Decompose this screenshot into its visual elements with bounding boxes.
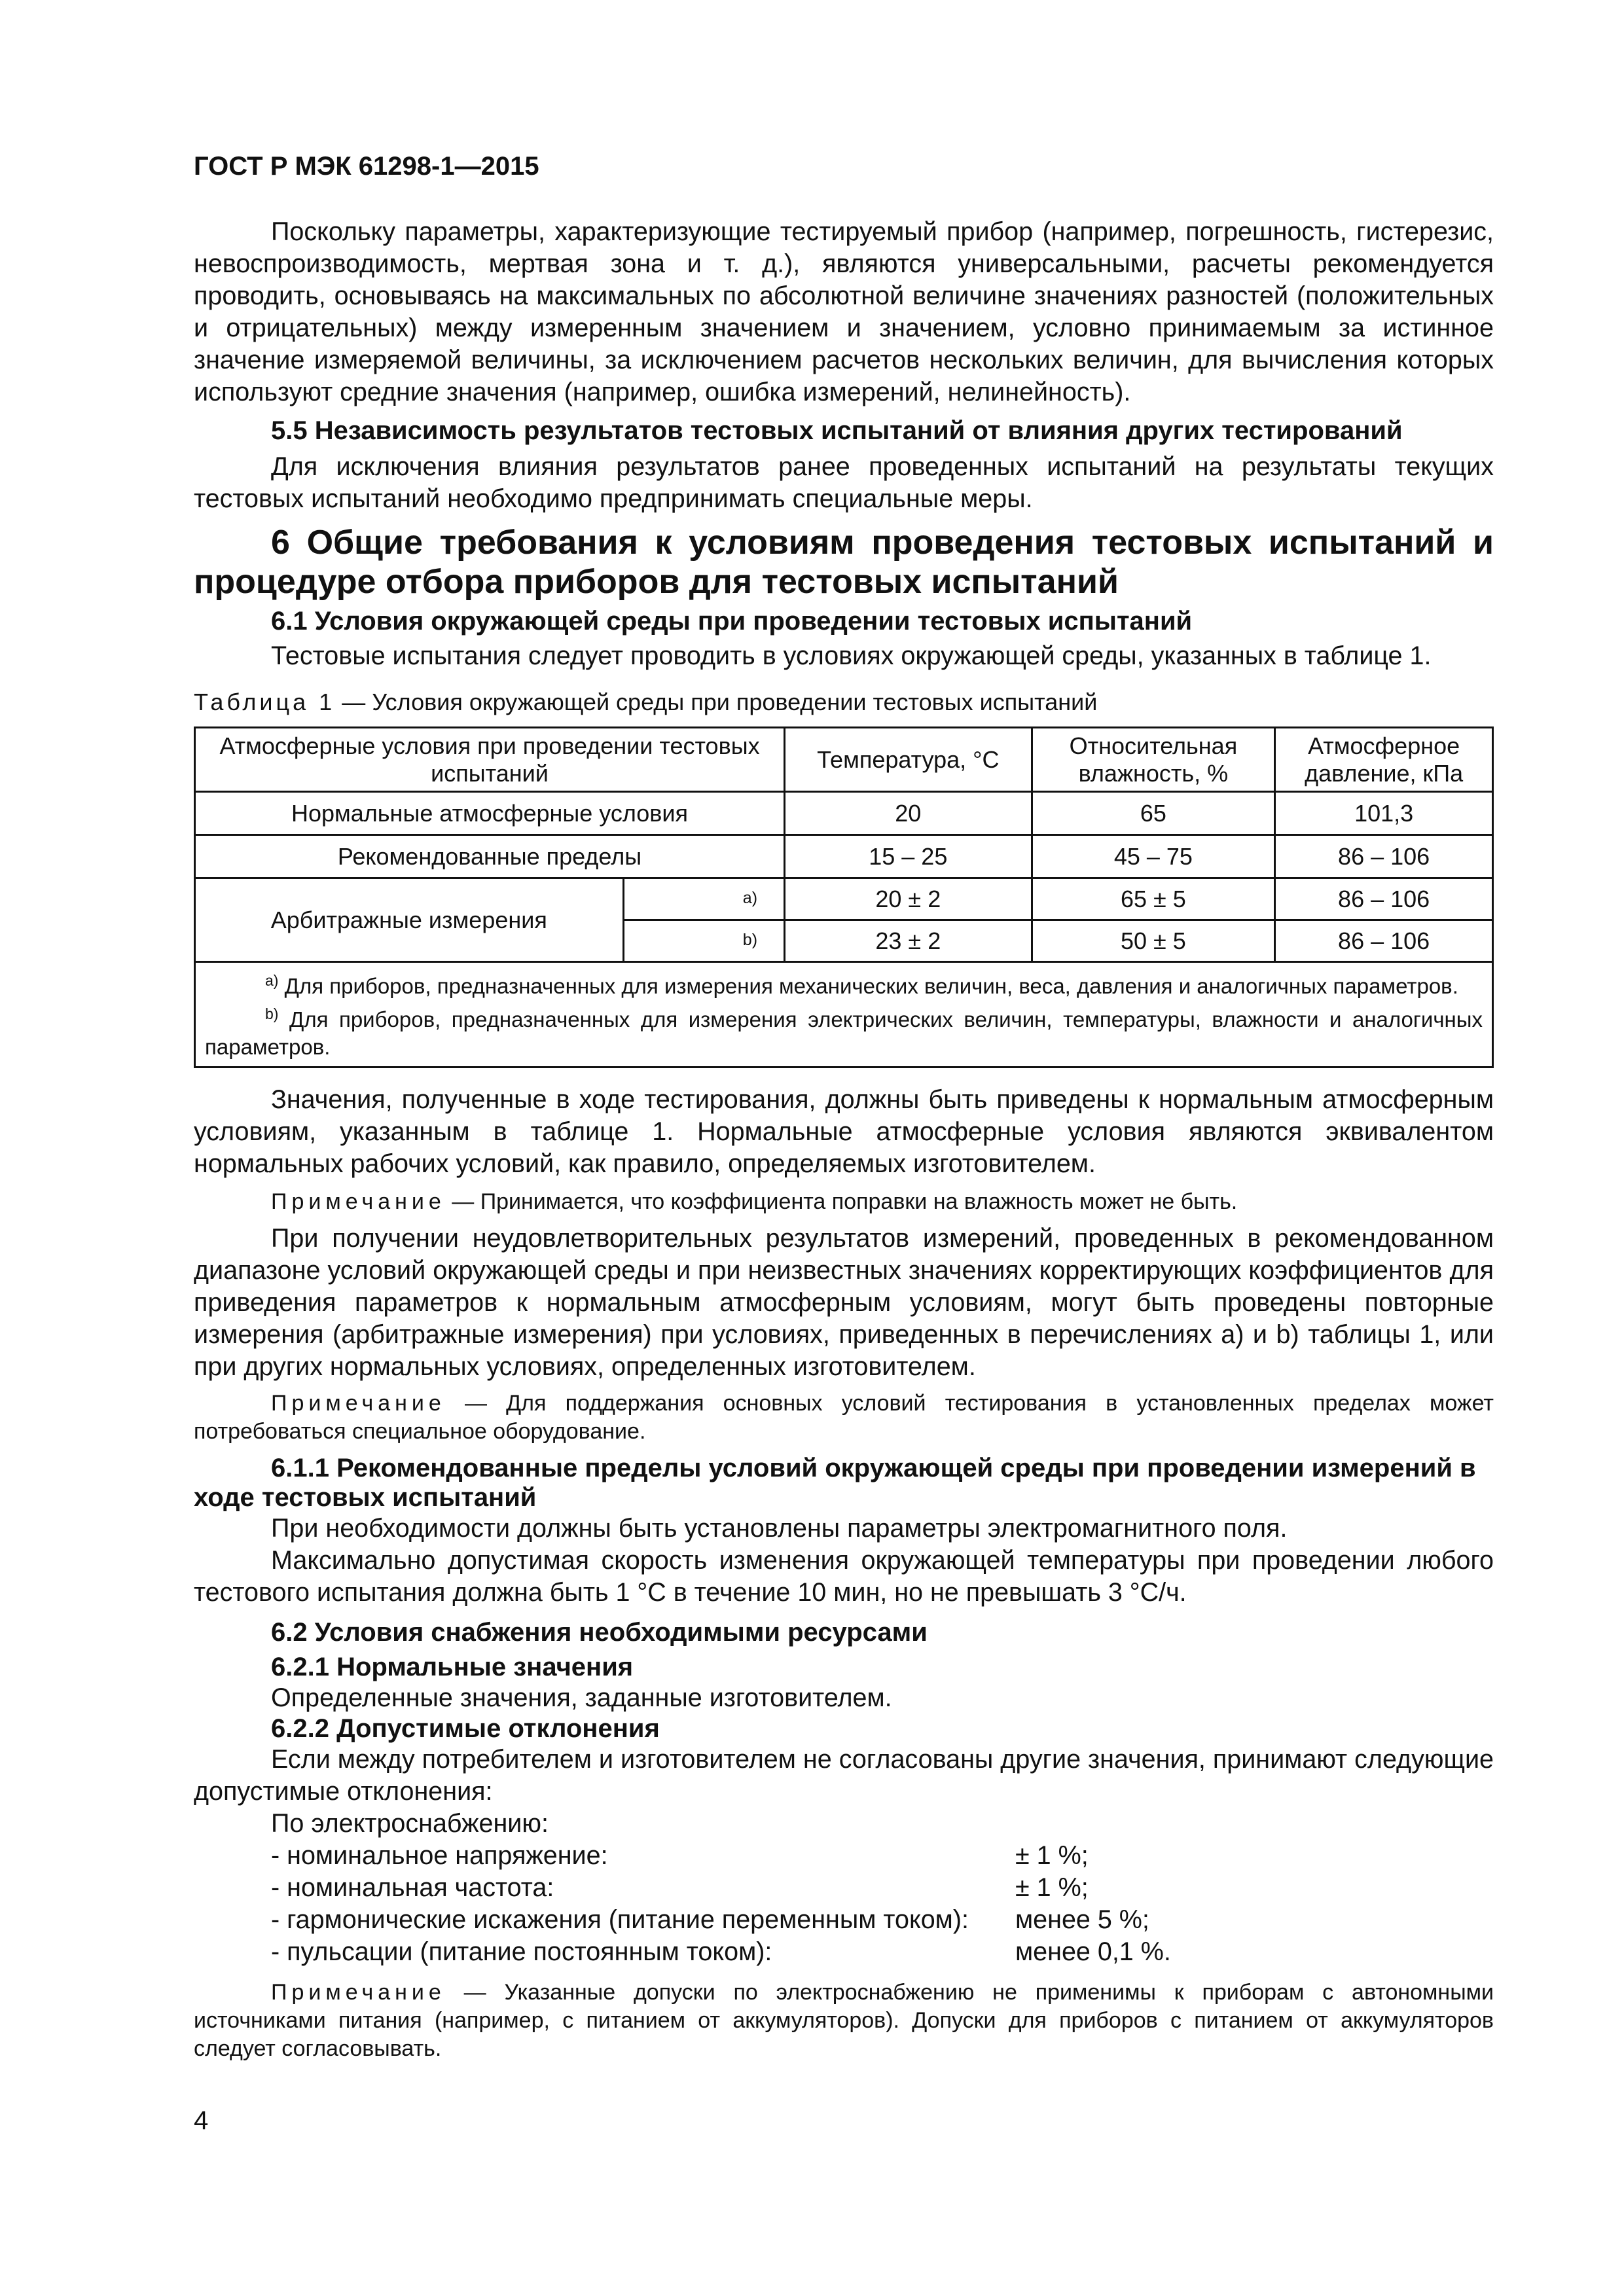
conditions-table [194, 726, 1494, 1068]
paragraph: При получении неудовлетворительных результатов измерений, проведенных в рекомендованном диапазоне условий окружающей среды и при неизвестных значениях корректирующих коэффициентов для приведения параметров к нормальным атмосферным условиям, могут быть проведены повторные измерения (арбитражные измерения) при условиях, приведенных в перечислениях а) и b) таблицы 1, или при других нормальных условиях, определенных изготовителем. [194, 1224, 1494, 1381]
table-cell: 45 – 75 [1032, 835, 1275, 878]
note-label: Примечание [271, 1189, 446, 1214]
table-caption [194, 689, 1097, 716]
table-footnote [205, 1000, 1483, 1061]
tolerance-list [194, 1840, 1494, 1971]
table-header-row [195, 728, 1493, 792]
paragraph: Если между потребителем и изготовителем не согласованы другие значения, принимают следующие допустимые отклонения: [194, 1745, 1494, 1806]
note [194, 1390, 1494, 1446]
footnote-mark: b) [265, 1005, 279, 1022]
table-cell: 20 ± 2 [785, 878, 1032, 920]
table-cell: 65 [1032, 792, 1275, 835]
section-heading-6-2-1: 6.2.1 Нормальные значения [271, 1653, 634, 1681]
row-mark: a) [742, 889, 758, 907]
footnote-mark: а) [265, 972, 279, 989]
table-header-cell: Атмосферное давление, кПа [1275, 728, 1493, 792]
table-cell: 101,3 [1275, 792, 1493, 835]
table-header-cell: Температура, °С [785, 728, 1032, 792]
table-row [195, 792, 1493, 835]
note-label: Примечание [271, 1980, 446, 2005]
paragraph: Максимально допустимая скорость изменения окружающей температуры при проведении любого тестового испытания должна быть 1 °С в течение 10 мин, но не превышать 3 °С/ч. [194, 1546, 1494, 1607]
paragraph: Определенные значения, заданные изготовителем. [271, 1683, 892, 1712]
list-title: По электроснабжению: [271, 1809, 549, 1838]
table-caption-label: Таблица 1 [194, 689, 336, 715]
table-cell: 50 ± 5 [1032, 920, 1275, 962]
list-item-label: - номинальная частота: [271, 1873, 554, 1902]
list-item-label: - пульсации (питание постоянным током): [271, 1937, 772, 1966]
table-caption-text: — Условия окружающей среды при проведении тестовых испытаний [335, 689, 1098, 715]
footnote-text: Для приборов, предназначенных для измерения электрических величин, температуры, влажности и аналогичных параметров. [205, 1007, 1483, 1059]
paragraph: Тестовые испытания следует проводить в условиях окружающей среды, указанных в таблице 1. [271, 641, 1432, 670]
section-heading-6-1-1: 6.1.1 Рекомендованные пределы условий окружающей среды при проведении измерений в ходе тестовых испытаний [194, 1454, 1476, 1512]
table-cell-mark [623, 878, 784, 920]
paragraph: Для исключения влияния результатов ранее проведенных испытаний на результаты текущих тестовых испытаний необходимо предпринимать специальные меры. [194, 452, 1494, 513]
list-item-value: менее 0,1 %. [1015, 1937, 1171, 1966]
note-label: Примечание [271, 1391, 446, 1416]
list-item-value: ± 1 %; [1015, 1873, 1089, 1902]
table-row [195, 835, 1493, 878]
table-cell: 86 – 106 [1275, 878, 1493, 920]
table-cell: 23 ± 2 [785, 920, 1032, 962]
document-header: ГОСТ Р МЭК 61298-1—2015 [194, 152, 539, 181]
table-cell: Арбитражные измерения [195, 878, 624, 962]
list-item [271, 1936, 772, 1968]
table-footnote [205, 967, 1483, 1000]
section-heading-6-1: 6.1 Условия окружающей среды при проведении тестовых испытаний [271, 607, 1193, 636]
table-cell: 86 – 106 [1275, 835, 1493, 878]
paragraph: Значения, полученные в ходе тестирования, должны быть приведены к нормальным атмосферным условиям, указанным в таблице 1. Нормальные атмосферные условия являются эквивалентом нормальных рабочих условий, как правило, определяемых изготовителем. [194, 1085, 1494, 1178]
row-mark: b) [742, 931, 758, 949]
section-heading-6-2-2: 6.2.2 Допустимые отклонения [271, 1714, 660, 1743]
page-number: 4 [194, 2106, 209, 2135]
note [194, 1979, 1494, 2063]
paragraph: При необходимости должны быть установлены параметры электромагнитного поля. [271, 1514, 1288, 1543]
list-item [271, 1840, 608, 1872]
footnote-text: Для приборов, предназначенных для измерения механических величин, веса, давления и аналогичных параметров. [278, 974, 1458, 998]
list-item [271, 1872, 554, 1904]
list-item-value: ± 1 %; [1015, 1841, 1089, 1870]
section-heading-6-2: 6.2 Условия снабжения необходимыми ресурсами [271, 1618, 928, 1647]
table-cell: Рекомендованные пределы [195, 835, 785, 878]
table-row [195, 878, 1493, 920]
list-item-label: - гармонические искажения (питание переменным током): [271, 1905, 969, 1934]
table-footnotes [194, 963, 1494, 1068]
list-item-label: - номинальное напряжение: [271, 1841, 608, 1870]
table-cell: 15 – 25 [785, 835, 1032, 878]
table-cell: 86 – 106 [1275, 920, 1493, 962]
note [194, 1188, 1494, 1216]
list-item [271, 1904, 969, 1936]
note-text: — Для поддержания основных условий тестирования в установленных пределах может потребоваться специальное оборудование. [194, 1391, 1494, 1444]
table-cell: 65 ± 5 [1032, 878, 1275, 920]
note-text: — Принимается, что коэффициента поправки на влажность может не быть. [445, 1189, 1238, 1214]
body-text [194, 216, 1494, 672]
note-text: — Указанные допуски по электроснабжению не применимы к приборам с автономными источниками питания (например, с питанием от аккумуляторов). Допуски для приборов с питанием от аккумуляторов следует согласовывать. [194, 1980, 1494, 2061]
paragraph: Поскольку параметры, характеризующие тестируемый прибор (например, погрешность, гистерезис, невоспроизводимость, мертвая зона и т. д.), являются универсальными, расчеты рекомендуется проводить, основываясь на максимальных по абсолютной величине значениях разностей (положительных и отрицательных) между измеренным значением и значением, условно принимаемым за истинное значение измеряемой величины, за исключением расчетов нескольких величин, для вычисления которых используют средние значения (например, ошибка измерений, нелинейность). [194, 217, 1494, 406]
section-heading-6: 6 Общие требования к условиям проведения тестовых испытаний и процедуре отбора приборов для тестовых испытаний [194, 524, 1494, 601]
table-header-cell: Относительная влажность, % [1032, 728, 1275, 792]
table-cell-mark [623, 920, 784, 962]
section-heading-5-5: 5.5 Независимость результатов тестовых испытаний от влияния других тестирований [271, 416, 1403, 445]
table-cell: 20 [785, 792, 1032, 835]
table-cell: Нормальные атмосферные условия [195, 792, 785, 835]
table-header-cell: Атмосферные условия при проведении тестовых испытаний [195, 728, 785, 792]
body-text-2 [194, 1084, 1494, 2063]
list-item-value: менее 5 %; [1015, 1905, 1149, 1934]
